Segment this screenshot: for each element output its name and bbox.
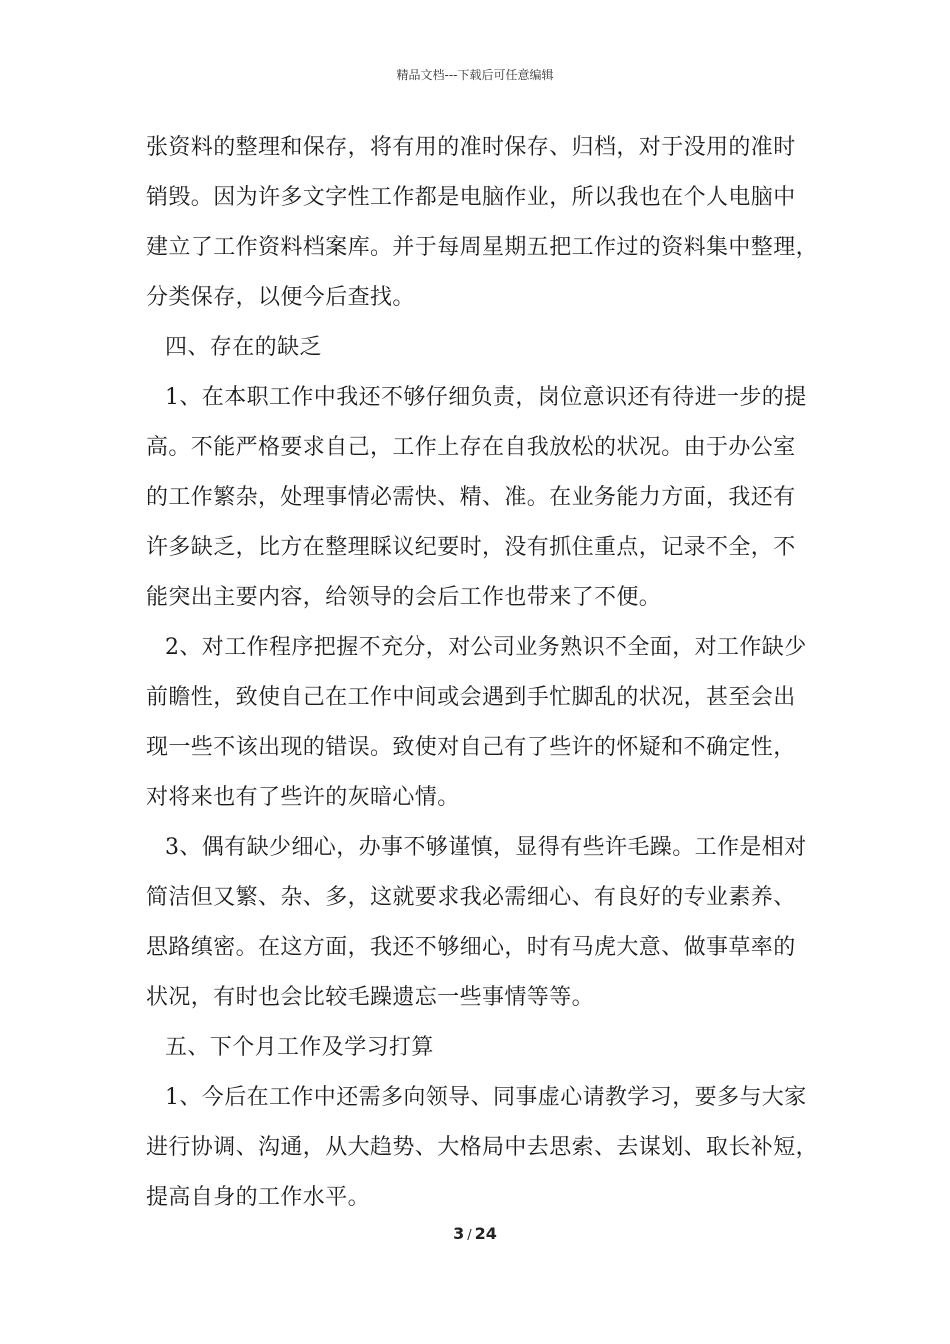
body-line: 2、对工作程序把握不充分，对公司业务熟识不全面，对工作缺少: [165, 635, 807, 660]
body-line: 的工作繁杂，处理事情必需快、精、准。在业务能力方面，我还有: [146, 485, 796, 510]
body-line: 进行协调、沟通，从大趋势、大格局中去思索、去谋划、取长补短，: [146, 1135, 819, 1160]
body-line: 高。不能严格要求自己，工作上存在自我放松的状况。由于办公室: [146, 435, 796, 460]
body-line: 提高自身的工作水平。: [146, 1185, 371, 1210]
section-heading: 四、存在的缺乏: [165, 335, 322, 360]
body-line: 前瞻性，致使自己在工作中间或会遇到手忙脚乱的状况，甚至会出: [146, 685, 796, 710]
body-line: 状况，有时也会比较毛躁遗忘一些事情等等。: [146, 985, 595, 1010]
total-pages-number: 24: [474, 1224, 497, 1243]
page-separator: /: [467, 1228, 472, 1243]
body-line: 1、今后在工作中还需多向领导、同事虚心请教学习，要多与大家: [165, 1085, 807, 1110]
current-page-number: 3: [453, 1224, 465, 1243]
body-line: 对将来也有了些许的灰暗心情。: [146, 785, 460, 810]
body-line: 许多缺乏，比方在整理睬议纪要时，没有抓住重点，记录不全，不: [146, 535, 796, 560]
body-line: 思路缜密。在这方面，我还不够细心，时有马虎大意、做事草率的: [146, 935, 796, 960]
body-line: 1、在本职工作中我还不够仔细负责，岗位意识还有待进一步的提: [165, 385, 807, 410]
body-line: 3、偶有缺少细心，办事不够谨慎，显得有些许毛躁。工作是相对: [165, 835, 807, 860]
body-line: 能突出主要内容，给领导的会后工作也带来了不便。: [146, 585, 662, 610]
section-heading: 五、下个月工作及学习打算: [165, 1035, 434, 1060]
body-line: 建立了工作资料档案库。并于每周星期五把工作过的资料集中整理，: [146, 235, 819, 260]
page-number: [0, 1224, 950, 1243]
page-header: 精品文档---下载后可任意编辑: [396, 68, 554, 82]
body-line: 销毁。因为许多文字性工作都是电脑作业，所以我也在个人电脑中: [146, 185, 796, 210]
body-line: 分类保存，以便今后查找。: [146, 285, 415, 310]
body-line: 现一些不该出现的错误。致使对自己有了些许的怀疑和不确定性，: [146, 735, 796, 760]
body-line: 张资料的整理和保存，将有用的准时保存、归档，对于没用的准时: [146, 135, 796, 160]
body-line: 简洁但又繁、杂、多，这就要求我必需细心、有良好的专业素养、: [146, 885, 796, 910]
document-body: [146, 126, 819, 1226]
